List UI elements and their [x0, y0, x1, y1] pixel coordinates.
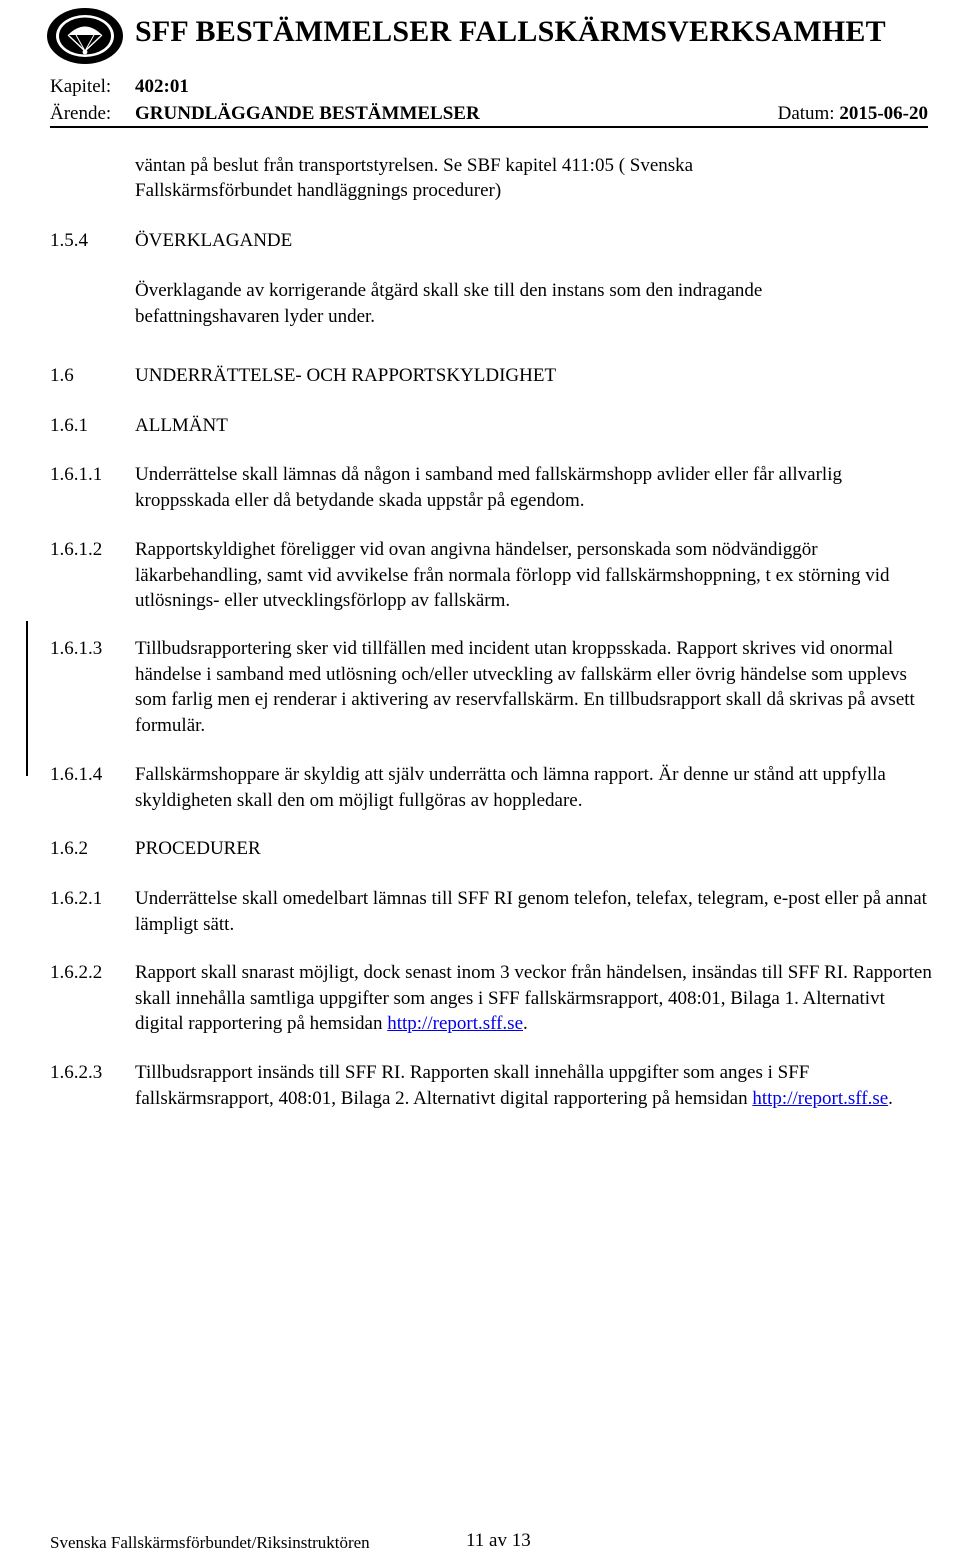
revision-change-bar — [26, 621, 28, 776]
intro-line-1: väntan på beslut från transportstyrelsen. Se SBF kapitel 411:05 ( Svenska — [135, 155, 694, 176]
intro-line-2: Fallskärmsförbundet handläggnings procedurer) — [135, 180, 502, 201]
kapitel-value: 402:01 — [135, 76, 189, 97]
paragraph-end: . — [523, 1013, 528, 1034]
header-rule — [50, 126, 928, 128]
paragraph-number: 1.6.2.3 — [50, 1062, 103, 1083]
paragraph: Underrättelse skall lämnas då någon i samband med fallskärmshopp avlider eller får allvarlig kroppsskada eller då betydande skada uppstår på egendom. — [135, 464, 842, 511]
datum-label: Datum: — [777, 103, 835, 124]
paragraph — [135, 960, 935, 1037]
section-number: 1.6.2 — [50, 838, 88, 859]
paragraph-number: 1.6.1.1 — [50, 464, 103, 485]
paragraph-number: 1.6.1.4 — [50, 764, 103, 785]
section-heading: ÖVERKLAGANDE — [135, 230, 293, 251]
section-number: 1.6.1 — [50, 415, 88, 436]
paragraph: Överklagande av korrigerande åtgärd skall ske till den instans som den indragande befattningshavaren lyder under. — [135, 280, 763, 327]
footer-organization: Svenska Fallskärmsförbundet/Riksinstruktören — [50, 1533, 370, 1552]
paragraph-number: 1.6.2.2 — [50, 962, 103, 983]
section-number: 1.5.4 — [50, 230, 88, 251]
section-heading: ALLMÄNT — [135, 415, 228, 436]
section-heading: PROCEDURER — [135, 838, 261, 859]
paragraph: Tillbudsrapportering sker vid tillfällen med incident utan kroppsskada. Rapport skrives vid onormal händelse i samband med utlösning och/eller utveckling av fallskärm eller övrig händelse som upplevs som farlig men ej renderar i aktivering av reservfallskärm. En tillbudsrapport skall då skrivas på avsett formulär. — [135, 638, 915, 736]
paragraph: Underrättelse skall omedelbart lämnas till SFF RI genom telefon, telefax, telegram, e-post eller på annat lämpligt sätt. — [135, 888, 927, 935]
paragraph: Fallskärmshoppare är skyldig att själv underrätta och lämna rapport. Är denne ur stånd att uppfylla skyldigheten skall den om möjligt fullgöras av hoppledare. — [135, 764, 886, 811]
footer-page-number: 11 av 13 — [466, 1530, 531, 1551]
document-title: SFF BESTÄMMELSER FALLSKÄRMSVERKSAMHET — [135, 15, 886, 48]
report-link[interactable]: http://report.sff.se — [752, 1087, 889, 1109]
sff-parachute-seal-icon — [45, 6, 125, 66]
paragraph-number: 1.6.1.3 — [50, 638, 103, 659]
paragraph-text: Rapport skall snarast möjligt, dock senast inom 3 veckor från händelsen, insändas till SFF RI. Rapporten skall innehålla samtliga uppgifter som anges i SFF fallskärmsrapport, 408:01, Bilaga 1. Alternativt digital rapportering på hemsidan — [135, 962, 932, 1034]
section-heading: UNDERRÄTTELSE- OCH RAPPORTSKYLDIGHET — [135, 365, 557, 386]
arende-label: Ärende: — [50, 103, 112, 124]
paragraph-number: 1.6.1.2 — [50, 539, 103, 560]
paragraph: Rapportskyldighet föreligger vid ovan angivna händelser, personskada som nödvändiggör läkarbehandling, samt vid avvikelse från normala förlopp vid fallskärmshoppning, t ex störning vid utlösnings- eller utvecklingsförlopp av fallskärm. — [135, 539, 890, 611]
paragraph-number: 1.6.2.1 — [50, 888, 103, 909]
datum-value: 2015-06-20 — [839, 103, 928, 124]
paragraph-end: . — [888, 1087, 893, 1109]
paragraph — [135, 1060, 935, 1111]
report-link[interactable]: http://report.sff.se — [387, 1013, 524, 1034]
paragraph-text: Tillbudsrapport insänds till SFF RI. Rapporten skall innehålla uppgifter som anges i SFF fallskärmsrapport, 408:01, Bilaga 2. Alternativt digital rapportering på hemsidan — [135, 1062, 810, 1109]
arende-value: GRUNDLÄGGANDE BESTÄMMELSER — [135, 103, 480, 124]
datum — [778, 102, 928, 126]
section-number: 1.6 — [50, 365, 74, 386]
kapitel-label: Kapitel: — [50, 76, 112, 97]
